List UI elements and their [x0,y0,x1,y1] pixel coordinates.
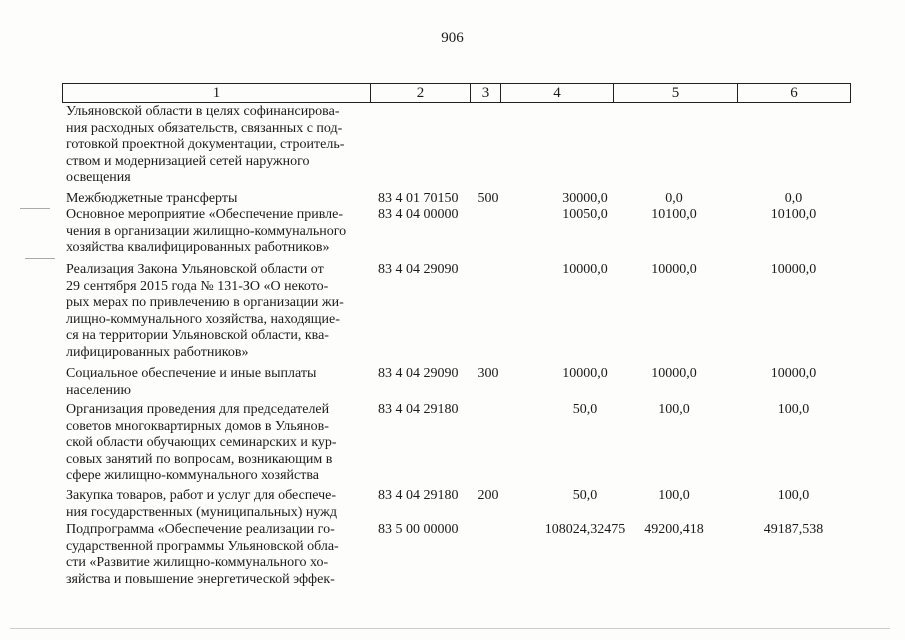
table-row [62,262,851,366]
table-row [62,488,851,522]
row-value-2026: 0,0 [784,191,803,206]
row-value-2025: 10100,0 [651,207,697,222]
row-value-2025: 100,0 [658,402,690,417]
row-code: 83 4 04 00000 [378,207,459,222]
row-description: Социальное обеспечение и иные выплаты населению [66,366,317,398]
row-code: 83 4 01 70150 [378,191,459,206]
row-value-2024: 50,0 [572,488,598,503]
row-value-2024: 10050,0 [562,207,608,222]
table-header [62,83,851,103]
table-row [62,366,851,402]
page-number: 906 [441,30,464,46]
row-value-2026: 49187,538 [763,522,824,537]
row-value-2025: 49200,418 [644,522,704,537]
header-col-1: 1 [63,84,371,102]
header-col-4: 4 [501,84,614,102]
table-row [62,104,851,191]
header-col-5: 5 [614,84,738,102]
row-description: Реализация Закона Ульяновской области от 29 сентября 2015 года № 131-ЗО «О некото- рых мерах по привлечению в организации жи- лищно-коммунального хозяйства, находящие- ся на территории Ульяновской области, ква- лифицированных работников» [66,262,344,360]
row-value-2024: 10000,0 [562,262,608,277]
row-value-2025: 10000,0 [651,262,697,277]
row-value-2025: 10000,0 [651,366,697,381]
row-value-2026: 100,0 [777,488,810,503]
row-description: Основное мероприятие «Обеспечение привле- чения в организации жилищно-коммунального хозяйства квалифицированных работников» [66,207,347,256]
table-row [62,207,851,262]
header-col-6: 6 [790,85,798,101]
row-code: 83 5 00 00000 [378,522,459,537]
row-value-2024: 50,0 [572,402,598,417]
row-value-2024: 10000,0 [562,366,608,381]
header-col-2: 2 [371,84,471,102]
row-code: 83 4 04 29180 [378,488,459,503]
row-description: Организация проведения для председателей советов многоквартирных домов в Ульянов- ской области обучающих семинарских и кур- совых занятий по вопросам, возникающим в сфере жилищно-коммунального хозяйства [66,402,337,484]
row-code: 83 4 04 29090 [378,262,459,277]
row-description: Ульяновской области в целях софинансирова- ния расходных обязательств, связанных с под- готовкой проектной документации, строитель- ством и модернизацией сетей наружного освещения [66,104,345,186]
table-row [62,402,851,488]
row-code: 83 4 04 29090 [378,366,459,381]
row-value-2026: 10000,0 [770,262,817,277]
table-body [62,104,851,592]
row-value-2024: 108024,32475 [544,522,626,537]
row-value-2026: 10000,0 [770,366,817,381]
row-description: Закупка товаров, работ и услуг для обеспече- ния государственных (муниципальных) нужд [66,488,337,520]
row-value-2026: 10100,0 [770,207,817,222]
row-value-2025: 100,0 [658,488,690,503]
row-value-2025: 0,0 [665,191,683,206]
row-expense-type: 200 [477,488,499,503]
row-expense-type: 500 [477,191,499,206]
row-description: Межбюджетные трансферты [66,191,238,206]
scan-artifact [10,628,890,629]
row-value-2026: 100,0 [777,402,810,417]
table-row [62,191,851,207]
scan-artifact [20,208,50,209]
row-description: Подпрограмма «Обеспечение реализации го- сударственной программы Ульяновской обла- сти «Развитие жилищно-коммунального хо- зяйства и повышение энергетической эффек- [66,522,339,587]
row-value-2024: 30000,0 [562,191,608,206]
row-code: 83 4 04 29180 [378,402,459,417]
row-expense-type: 300 [477,366,499,381]
scan-artifact [25,258,55,259]
table-row [62,522,851,592]
header-col-3: 3 [471,84,501,102]
